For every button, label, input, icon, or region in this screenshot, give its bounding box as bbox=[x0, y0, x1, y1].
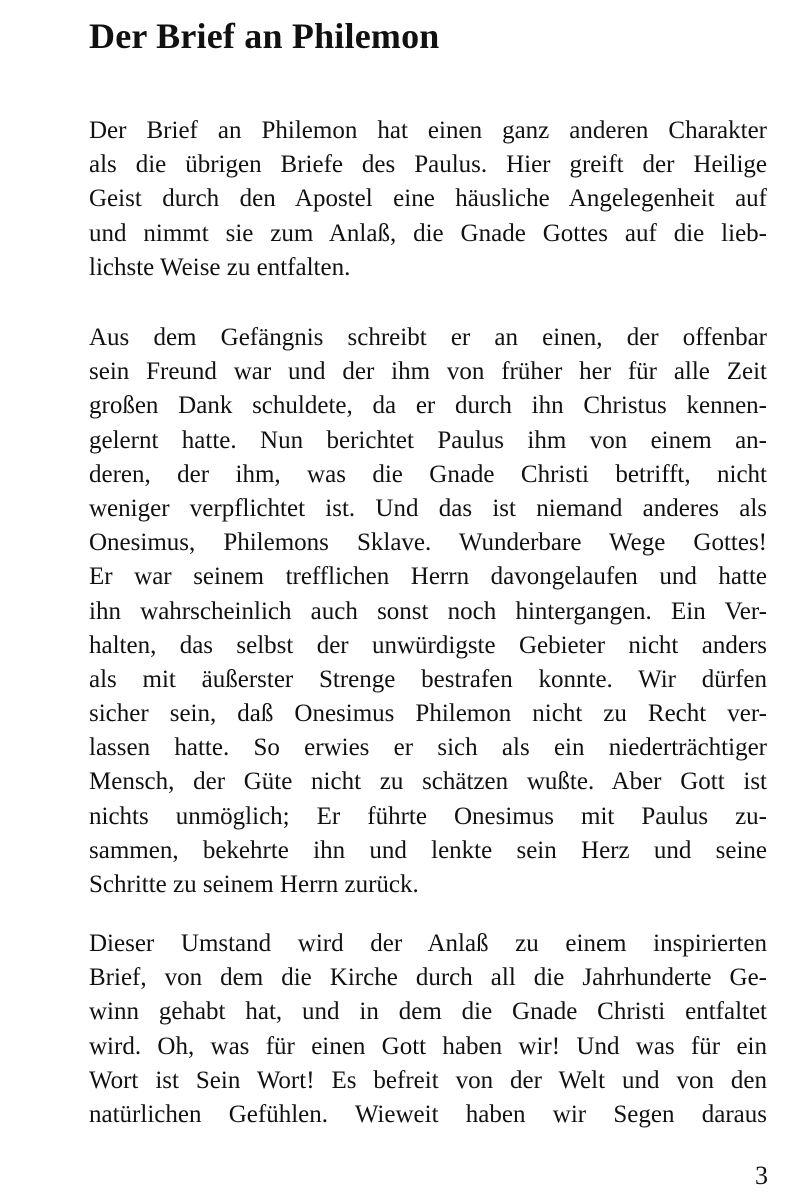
page-title: Der Brief an Philemon bbox=[89, 16, 440, 56]
text-line: weniger verpflichtet ist. Und das ist niemand anderes als bbox=[89, 494, 767, 522]
text-line: sein Freund war und der ihm von früher her für alle Zeit bbox=[89, 358, 767, 386]
text-line: als die übrigen Briefe des Paulus. Hier greift der Heilige bbox=[89, 151, 767, 179]
text-line: winn gehabt hat, und in dem die Gnade Christi entfaltet bbox=[89, 998, 767, 1026]
paragraph-1 bbox=[89, 114, 767, 285]
text-line: lassen hatte. So erwies er sich als ein niederträchtiger bbox=[89, 734, 767, 762]
text-line: natürlichen Gefühlen. Wieweit haben wir Segen daraus bbox=[89, 1100, 767, 1128]
text-line: nichts unmöglich; Er führte Onesimus mit Paulus zu- bbox=[89, 802, 767, 830]
text-line: und nimmt sie zum Anlaß, die Gnade Gottes auf die lieb- bbox=[89, 219, 767, 247]
text-line: halten, das selbst der unwürdigste Gebieter nicht anders bbox=[89, 631, 767, 659]
paragraph-3 bbox=[89, 927, 767, 1132]
text-line: Schritte zu seinem Herrn zurück. bbox=[89, 871, 419, 898]
text-line: Onesimus, Philemons Sklave. Wunderbare Wege Gottes! bbox=[89, 529, 767, 557]
text-line: sicher sein, daß Onesimus Philemon nicht zu Recht ver- bbox=[89, 700, 767, 728]
text-line: großen Dank schuldete, da er durch ihn Christus kennen- bbox=[89, 392, 767, 420]
text-line: Wort ist Sein Wort! Es befreit von der Welt und von den bbox=[89, 1066, 767, 1094]
page-number: 3 bbox=[755, 1161, 768, 1190]
text-line: sammen, bekehrte ihn und lenkte sein Herz und seine bbox=[89, 836, 767, 864]
text-line: gelernt hatte. Nun berichtet Paulus ihm von einem an- bbox=[89, 426, 767, 454]
text-line: Aus dem Gefängnis schreibt er an einen, der offenbar bbox=[89, 324, 767, 351]
text-line: als mit äußerster Strenge bestrafen konnte. Wir dürfen bbox=[89, 665, 767, 693]
paragraph-2 bbox=[89, 321, 767, 902]
text-line: Der Brief an Philemon hat einen ganz anderen Charakter bbox=[89, 117, 767, 144]
text-line: ihn wahrscheinlich auch sonst noch hintergangen. Ein Ver- bbox=[89, 597, 767, 625]
text-line: Geist durch den Apostel eine häusliche Angelegenheit auf bbox=[89, 185, 767, 213]
text-line: deren, der ihm, was die Gnade Christi betrifft, nicht bbox=[89, 460, 767, 488]
text-line: Brief, von dem die Kirche durch all die Jahrhunderte Ge- bbox=[89, 964, 767, 992]
text-line: Er war seinem trefflichen Herrn davongelaufen und hatte bbox=[89, 563, 767, 591]
text-line: lichste Weise zu entfalten. bbox=[89, 253, 351, 281]
text-line: wird. Oh, was für einen Gott haben wir! Und was für ein bbox=[89, 1032, 767, 1060]
text-line: Mensch, der Güte nicht zu schätzen wußte. Aber Gott ist bbox=[89, 768, 767, 796]
text-line: Dieser Umstand wird der Anlaß zu einem inspirierten bbox=[89, 930, 767, 957]
